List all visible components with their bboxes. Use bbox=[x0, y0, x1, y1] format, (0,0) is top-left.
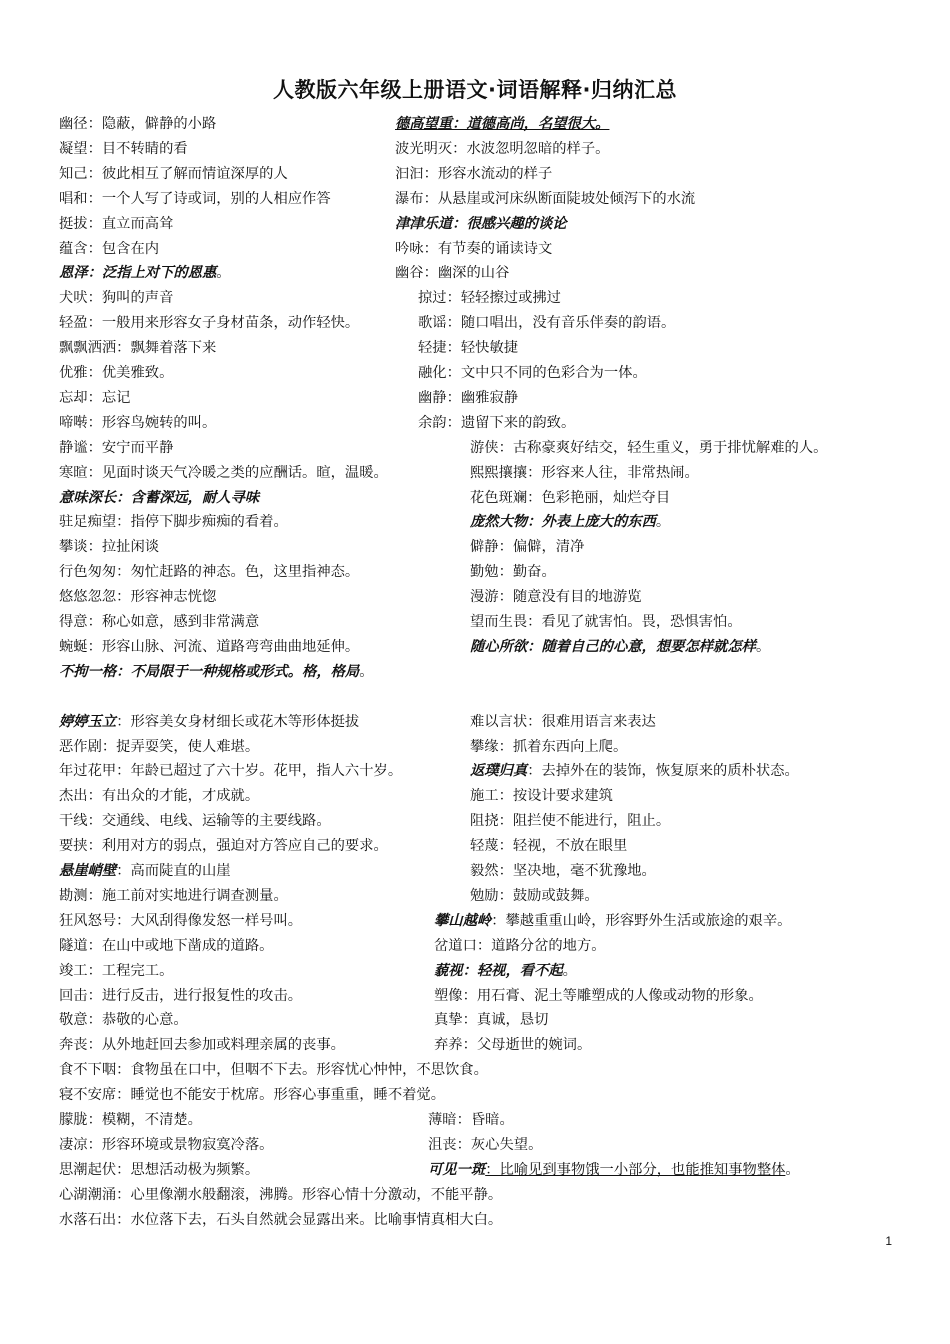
right-entry bbox=[395, 214, 567, 234]
entry-term: 竣工：工程完工。 bbox=[59, 962, 174, 979]
entry-term: 年过花甲：年龄已超过了六十岁。花甲，指人六十岁。 bbox=[59, 763, 403, 780]
right-entry bbox=[418, 388, 518, 408]
left-entry bbox=[59, 811, 331, 831]
entry-term: 得意：称心如意，感到非常满意 bbox=[59, 614, 260, 630]
entry-term: 寒暄：见面时谈天气冷暖之类的应酬话。暄，温暖。 bbox=[59, 464, 388, 481]
entry-term: 掠过：轻轻擦过或拂过 bbox=[418, 290, 561, 307]
left-entry bbox=[59, 388, 130, 408]
left-entry bbox=[59, 139, 188, 159]
entry-term: 施工：按设计要求建筑 bbox=[470, 788, 613, 805]
right-entry bbox=[395, 239, 552, 259]
entry-term: 毅然：坚决地，毫不犹豫地。 bbox=[470, 863, 656, 879]
entry-term: 犬吠：狗叫的声音 bbox=[59, 290, 174, 307]
entry-punctuation: 。 bbox=[562, 962, 577, 979]
entry-term: 藐视：轻视，看不起 bbox=[434, 962, 563, 979]
right-entry bbox=[395, 114, 609, 134]
entry-term: 岔道口：道路分岔的地方。 bbox=[434, 937, 606, 954]
entry-term: 奔丧：从外地赶回去参加或料理亲属的丧事。 bbox=[59, 1037, 345, 1054]
right-entry bbox=[434, 936, 606, 956]
left-entry bbox=[59, 338, 216, 358]
left-entry bbox=[59, 936, 273, 956]
right-entry bbox=[470, 512, 670, 532]
entry-term: 知己：彼此相互了解而情谊深厚的人 bbox=[59, 165, 288, 182]
left-entry bbox=[59, 836, 388, 856]
left-entry bbox=[59, 562, 359, 582]
entry-term: 水落石出：水位落下去，石头自然就会显露出来。比喻事情真相大白。 bbox=[59, 1211, 503, 1228]
entry-definition: ：形容美女身材细长或花木等形体挺拔 bbox=[116, 713, 360, 730]
right-entry bbox=[395, 189, 695, 209]
right-entry bbox=[470, 438, 827, 458]
entry-term: 德高望重：道德高尚，名望很大。 bbox=[395, 116, 610, 132]
entry-term: 食不下咽：食物虽在口中，但咽不下去。形容忧心忡忡，不思饮食。 bbox=[59, 1062, 488, 1079]
entry-term: 勉励：鼓励或鼓舞。 bbox=[470, 887, 599, 904]
entry-term: 心湖潮涌：心里像潮水般翻滚，沸腾。形容心情十分激动，不能平静。 bbox=[59, 1186, 503, 1203]
right-entry bbox=[470, 886, 599, 906]
right-entry bbox=[470, 637, 770, 657]
right-entry bbox=[470, 562, 556, 582]
entry-punctuation: 。 bbox=[359, 663, 374, 680]
left-entry bbox=[59, 363, 173, 383]
entry-term: 朦胧：模糊，不清楚。 bbox=[59, 1112, 202, 1128]
left-entry bbox=[59, 961, 173, 981]
right-entry bbox=[434, 986, 763, 1006]
entry-term: 攀缘：抓着东西向上爬。 bbox=[470, 738, 628, 755]
left-entry bbox=[59, 761, 402, 781]
entry-term: 蜿蜒：形容山脉、河流、道路弯弯曲曲地延伸。 bbox=[59, 638, 360, 655]
entry-term: 悠悠忽忽：形容神志恍惚 bbox=[59, 589, 217, 606]
entry-term: 波光明灭：水波忽明忽暗的样子。 bbox=[395, 140, 610, 157]
entry-term: 狂风怒号：大风刮得像发怒一样号叫。 bbox=[59, 912, 303, 929]
entry-term: 攀谈：拉扯闲谈 bbox=[59, 539, 160, 556]
left-entry bbox=[59, 164, 288, 184]
entry-term: 僻静：偏僻，清净 bbox=[470, 539, 585, 556]
right-entry bbox=[470, 811, 670, 831]
right-entry bbox=[418, 288, 561, 308]
entry-term: 勤勉：勤奋。 bbox=[470, 564, 556, 581]
right-entry bbox=[418, 313, 675, 333]
right-entry bbox=[470, 488, 670, 508]
entry-term: 幽静：幽雅寂静 bbox=[418, 389, 519, 406]
entry-term: 忘却：忘记 bbox=[59, 389, 131, 406]
left-entry bbox=[59, 637, 359, 657]
right-entry bbox=[470, 587, 642, 607]
entry-term: 飘飘洒洒：飘舞着落下来 bbox=[59, 340, 217, 357]
entry-term: 静谧：安宁而平静 bbox=[59, 439, 174, 456]
left-entry bbox=[59, 911, 302, 931]
entry-term: 优雅：优美雅致。 bbox=[59, 365, 174, 381]
left-entry bbox=[59, 537, 159, 557]
right-entry bbox=[434, 1010, 548, 1030]
right-entry bbox=[470, 861, 656, 881]
entry-term: 驻足痴望：指停下脚步痴痴的看着。 bbox=[59, 514, 288, 531]
entry-term: 幽径：隐蔽，僻静的小路 bbox=[59, 116, 217, 132]
entry-term: 要挟：利用对方的弱点，强迫对方答应自己的要求。 bbox=[59, 838, 388, 855]
left-entry bbox=[59, 438, 173, 458]
right-entry bbox=[418, 363, 647, 383]
right-entry bbox=[434, 1035, 591, 1055]
left-entry bbox=[59, 1160, 259, 1180]
entry-definition: ：去掉外在的装饰，恢复原来的质朴状态。 bbox=[527, 763, 799, 780]
left-entry bbox=[59, 712, 359, 732]
left-entry bbox=[59, 214, 173, 234]
entry-term: 吟咏：有节奏的诵读诗文 bbox=[395, 240, 553, 257]
left-entry bbox=[59, 1010, 188, 1030]
right-entry bbox=[470, 836, 627, 856]
entry-term: 幽谷：幽深的山谷 bbox=[395, 265, 510, 282]
right-entry bbox=[470, 712, 656, 732]
entry-term: 勘测：施工前对实地进行调查测量。 bbox=[59, 887, 288, 904]
entry-term: 恩泽：泛指上对下的恩惠 bbox=[59, 265, 217, 282]
entry-term: 津津乐道：很感兴趣的谈论 bbox=[395, 215, 567, 232]
left-entry bbox=[59, 1135, 273, 1155]
entry-term: 不拘一格：不局限于一种规格或形式。格，格局 bbox=[59, 663, 360, 680]
left-entry bbox=[59, 1035, 345, 1055]
entry-term: 恶作剧：捉弄耍笑，使人难堪。 bbox=[59, 738, 260, 755]
entry-definition: ：比喻见到事物饿一小部分，也能推知事物整体 bbox=[485, 1161, 786, 1178]
entry-term: 轻盈：一般用来形容女子身材苗条，动作轻快。 bbox=[59, 315, 360, 332]
left-entry bbox=[59, 612, 259, 632]
left-entry bbox=[59, 239, 159, 259]
entry-term: 花色斑斓：色彩艳丽，灿烂夺目 bbox=[470, 489, 671, 506]
entry-term: 凝望：目不转睛的看 bbox=[59, 140, 188, 157]
left-entry bbox=[59, 1185, 502, 1205]
entry-term: 随心所欲：随着自己的心意，想要怎样就怎样 bbox=[470, 638, 756, 655]
left-entry bbox=[59, 288, 173, 308]
left-entry bbox=[59, 1210, 502, 1230]
entry-definition: ：攀越重重山岭，形容野外生活或旅途的艰辛。 bbox=[491, 912, 792, 929]
right-entry bbox=[428, 1160, 800, 1180]
left-entry bbox=[59, 114, 216, 134]
page-number: 1 bbox=[885, 1234, 892, 1248]
entry-term: 瀑布：从悬崖或河床纵断面陡坡处倾泻下的水流 bbox=[395, 190, 696, 207]
entry-punctuation: 。 bbox=[785, 1161, 800, 1178]
entry-term: 蕴含：包含在内 bbox=[59, 240, 160, 257]
left-entry bbox=[59, 189, 331, 209]
left-entry bbox=[59, 313, 359, 333]
entry-term: 熙熙攘攘：形容来人往，非常热闹。 bbox=[470, 464, 699, 481]
entry-definition: ：高而陡直的山崖 bbox=[116, 863, 231, 879]
entry-term: 啼啭：形容鸟婉转的叫。 bbox=[59, 414, 217, 431]
entry-term: 敬意：恭敬的心意。 bbox=[59, 1012, 188, 1029]
entry-term: 回击：进行反击，进行报复性的攻击。 bbox=[59, 987, 303, 1004]
entry-punctuation: 。 bbox=[755, 638, 771, 655]
entry-term: 余韵：遗留下来的韵致。 bbox=[418, 414, 576, 431]
left-entry bbox=[59, 737, 259, 757]
left-entry bbox=[59, 662, 374, 682]
entry-term: 婷婷玉立 bbox=[59, 713, 117, 730]
right-entry bbox=[470, 612, 742, 632]
left-entry bbox=[59, 512, 288, 532]
right-entry bbox=[418, 413, 575, 433]
left-entry bbox=[59, 587, 216, 607]
entry-term: 游侠：古称豪爽好结交，轻生重义，勇于排忧解难的人。 bbox=[470, 439, 828, 456]
entry-term: 真挚：真诚，恳切 bbox=[434, 1012, 549, 1029]
left-entry bbox=[59, 488, 259, 508]
entry-term: 唱和：一个人写了诗或词，别的人相应作答 bbox=[59, 190, 331, 207]
left-entry bbox=[59, 861, 231, 881]
entry-term: 汩汩：形容水流动的样子 bbox=[395, 165, 553, 182]
left-entry bbox=[59, 1110, 202, 1130]
right-entry bbox=[470, 463, 699, 483]
entry-term: 思潮起伏：思想活动极为频繁。 bbox=[59, 1161, 260, 1178]
entry-term: 轻蔑：轻视，不放在眼里 bbox=[470, 838, 628, 855]
right-entry bbox=[395, 164, 552, 184]
entry-term: 塑像：用石膏、泥土等雕塑成的人像或动物的形象。 bbox=[434, 987, 763, 1004]
right-entry bbox=[428, 1135, 542, 1155]
right-entry bbox=[395, 263, 509, 283]
entry-term: 可见一斑 bbox=[428, 1161, 486, 1178]
entry-term: 薄暗：昏暗。 bbox=[428, 1112, 514, 1128]
entry-term: 漫游：随意没有目的地游览 bbox=[470, 589, 642, 606]
entry-term: 挺拔：直立而高耸 bbox=[59, 215, 174, 232]
entry-term: 凄凉：形容环境或景物寂寞冷落。 bbox=[59, 1136, 274, 1153]
left-entry bbox=[59, 263, 231, 283]
right-entry bbox=[418, 338, 518, 358]
right-entry bbox=[470, 537, 584, 557]
entry-term: 歌谣：随口唱出，没有音乐伴奏的韵语。 bbox=[418, 315, 676, 332]
entry-term: 融化：文中只不同的色彩合为一体。 bbox=[418, 365, 647, 381]
entry-term: 望而生畏：看见了就害怕。畏，恐惧害怕。 bbox=[470, 614, 742, 630]
entry-term: 返璞归真 bbox=[470, 763, 528, 780]
entry-term: 难以言状：很难用语言来表达 bbox=[470, 713, 656, 730]
entry-term: 杰出：有出众的才能，才成就。 bbox=[59, 788, 260, 805]
left-entry bbox=[59, 463, 388, 483]
entry-term: 悬崖峭壁 bbox=[59, 863, 117, 879]
left-entry bbox=[59, 1085, 445, 1105]
right-entry bbox=[395, 139, 609, 159]
right-entry bbox=[470, 737, 627, 757]
right-entry bbox=[428, 1110, 514, 1130]
entry-punctuation: 。 bbox=[216, 265, 231, 282]
entry-term: 沮丧：灰心失望。 bbox=[428, 1136, 543, 1153]
left-entry bbox=[59, 1060, 488, 1080]
left-entry bbox=[59, 786, 259, 806]
page-title: 人教版六年级上册语文·词语解释·归纳汇总 bbox=[273, 78, 677, 102]
entry-term: 攀山越岭 bbox=[434, 912, 492, 929]
left-entry bbox=[59, 413, 216, 433]
entry-term: 庞然大物：外表上庞大的东西 bbox=[470, 514, 656, 531]
entry-term: 弃养：父母逝世的婉词。 bbox=[434, 1037, 592, 1054]
entry-term: 寝不安席：睡觉也不能安于枕席。形容心事重重，睡不着觉。 bbox=[59, 1087, 446, 1104]
entry-term: 意味深长：含蓄深远，耐人寻味 bbox=[59, 489, 260, 506]
left-entry bbox=[59, 986, 302, 1006]
entry-term: 干线：交通线、电线、运输等的主要线路。 bbox=[59, 813, 331, 830]
right-entry bbox=[470, 786, 613, 806]
right-entry bbox=[434, 911, 791, 931]
left-entry bbox=[59, 886, 288, 906]
entry-punctuation: 。 bbox=[655, 514, 671, 531]
entry-term: 行色匆匆：匆忙赶路的神态。色，这里指神态。 bbox=[59, 564, 360, 581]
entry-term: 轻捷：轻快敏捷 bbox=[418, 340, 519, 357]
right-entry bbox=[434, 961, 577, 981]
entry-term: 隧道：在山中或地下凿成的道路。 bbox=[59, 937, 274, 954]
right-entry bbox=[470, 761, 799, 781]
entry-term: 阻挠：阻拦使不能进行，阻止。 bbox=[470, 813, 671, 830]
